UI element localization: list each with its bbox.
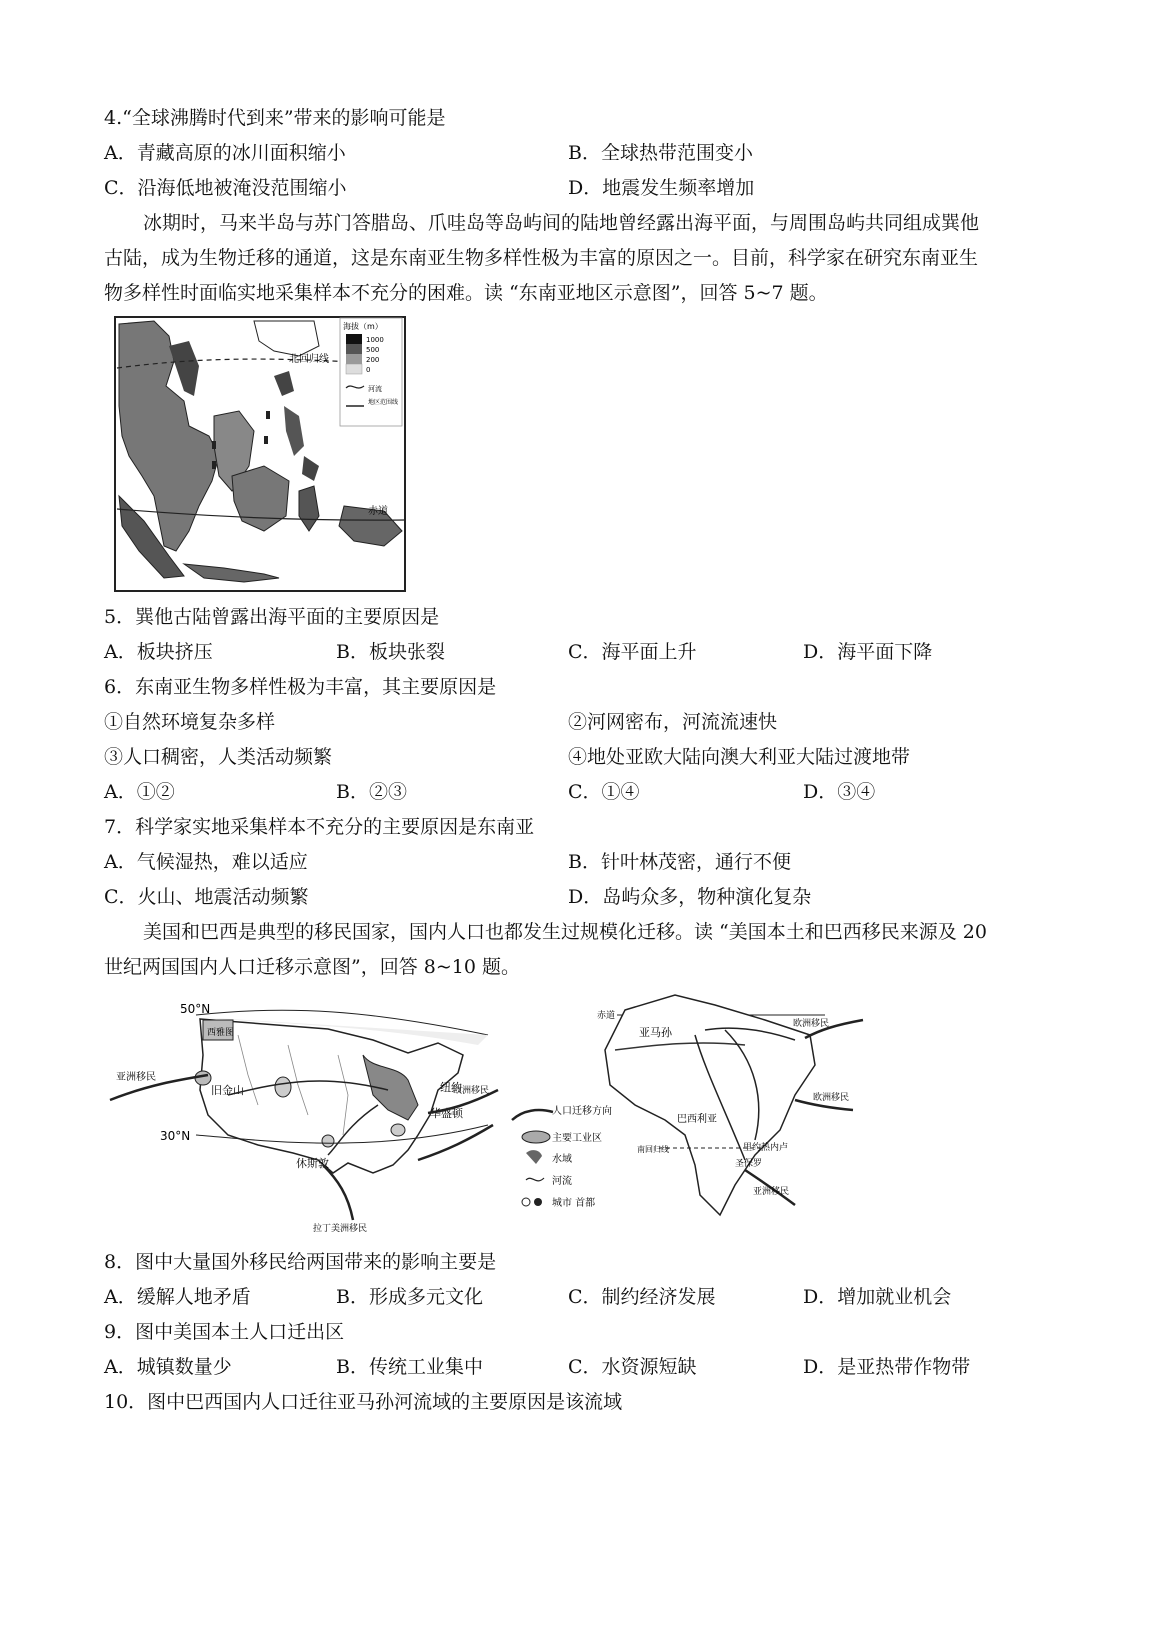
q5-option-b: B．板块张裂 (336, 641, 445, 663)
legend-boundary: 地区范围线 (368, 399, 399, 406)
rio-label: 里约热内卢 (743, 1143, 789, 1153)
q7-stem: 7．科学家实地采集样本不充分的主要原因是东南亚 (104, 816, 535, 838)
q4-option-d: D．地震发生频率增加 (568, 177, 755, 199)
southeast-asia-map (114, 316, 406, 592)
legend-level-1000: 1000 (366, 336, 384, 344)
q6-statement-3: ③人口稠密，人类活动频繁 (104, 746, 333, 768)
q5-option-d: D．海平面下降 (803, 641, 933, 663)
brazil-asia-migrants-label: 亚洲移民 (753, 1187, 790, 1197)
usa-migration-map (108, 995, 503, 1235)
legend-swatch-200 (346, 354, 362, 364)
legend-river: 河流 (368, 385, 382, 393)
capital-icon (534, 1198, 542, 1206)
seattle-label: 西雅图 (207, 1028, 235, 1038)
legend-river-2: 河流 (552, 1176, 572, 1187)
q4-option-c: C．沿海低地被淹没范围缩小 (104, 177, 347, 199)
legend-industry: 主要工业区 (552, 1133, 602, 1144)
passage2-line-2: 世纪两国国内人口迁移示意图”，回答 8~10 题。 (104, 956, 520, 978)
latin-migrants-label: 拉丁美洲移民 (313, 1224, 368, 1234)
passage1-line-1: 冰期时，马来半岛与苏门答腊岛、爪哇岛等岛屿间的陆地曾经露出海平面，与周围岛屿共同组成巽他 (143, 212, 980, 234)
legend-swatch-500 (346, 344, 362, 354)
q6-option-b: B．②③ (336, 781, 407, 803)
brazil-migration-map (595, 990, 865, 1218)
q5-option-a: A．板块挤压 (104, 641, 213, 663)
migration-arrow-icon (512, 1110, 553, 1120)
city-icon (522, 1198, 530, 1206)
usa-asia-migrants-label: 亚洲移民 (116, 1072, 156, 1083)
san-francisco-label: 旧金山 (211, 1084, 244, 1097)
legend-level-0: 0 (366, 366, 371, 374)
amazon-label: 亚马孙 (639, 1026, 672, 1039)
lat-50-label: 50°N (180, 1002, 211, 1016)
legend-swatch-1000 (346, 334, 362, 344)
q9-option-b: B．传统工业集中 (336, 1356, 483, 1378)
brasilia-label: 巴西利亚 (677, 1114, 717, 1125)
legend-water: 水域 (552, 1154, 572, 1165)
brazil-europe-migrants-label-1: 欧洲移民 (793, 1019, 830, 1029)
q9-option-a: A．城镇数量少 (104, 1356, 232, 1378)
q9-option-c: C．水资源短缺 (568, 1356, 697, 1378)
q6-option-a: A．①② (104, 781, 175, 803)
q8-option-d: D．增加就业机会 (803, 1286, 952, 1308)
river-icon (526, 1178, 544, 1181)
q4-stem: 4.“全球沸腾时代到来”带来的影响可能是 (104, 107, 446, 129)
tropic-south-label: 南回归线 (637, 1145, 669, 1154)
passage1-line-3: 物多样性时面临实地采集样本不充分的困难。读 “东南亚地区示意图”，回答 5~7 题。 (104, 282, 828, 304)
q7-option-b: B．针叶林茂密，通行不便 (568, 851, 791, 873)
q4-option-a: A．青藏高原的冰川面积缩小 (104, 142, 346, 164)
water-icon (526, 1150, 542, 1164)
legend-level-200: 200 (366, 356, 380, 364)
q6-statement-1: ①自然环境复杂多样 (104, 711, 276, 733)
q7-option-a: A．气候湿热，难以适应 (104, 851, 308, 873)
legend-title: 海拔（m） (343, 322, 383, 331)
new-york-label: 纽约 (440, 1081, 462, 1094)
legend-city: 城市 首都 (552, 1198, 596, 1209)
q5-stem: 5．巽他古陆曾露出海平面的主要原因是 (104, 606, 440, 628)
lat-30-label: 30°N (160, 1129, 191, 1143)
q10-stem: 10．图中巴西国内人口迁往亚马孙河流域的主要原因是该流域 (104, 1391, 623, 1413)
legend-migration: 人口迁移方向 (552, 1106, 612, 1117)
q9-stem: 9．图中美国本土人口迁出区 (104, 1321, 345, 1343)
brazil-europe-migrants-label-2: 欧洲移民 (813, 1093, 850, 1103)
q8-option-a: A．缓解人地矛盾 (104, 1286, 251, 1308)
passage1-line-2: 古陆，成为生物迁移的通道，这是东南亚生物多样性极为丰富的原因之一。目前，科学家在研究东南亚生 (104, 247, 979, 269)
q6-statement-2: ②河网密布，河流流速快 (568, 711, 778, 733)
q9-option-d: D．是亚热带作物带 (803, 1356, 971, 1378)
q8-option-b: B．形成多元文化 (336, 1286, 483, 1308)
sao-paulo-label: 圣保罗 (735, 1159, 763, 1169)
tropic-label: 北回归线 (289, 354, 329, 365)
legend-swatch-0 (346, 364, 362, 374)
industry-zone-icon (522, 1131, 550, 1143)
passage2-line-1: 美国和巴西是典型的移民国家，国内人口也都发生过规模化迁移。读 “美国本土和巴西移民来源及 20 (143, 921, 987, 943)
q6-option-c: C．①④ (568, 781, 640, 803)
q7-option-d: D．岛屿众多，物种演化复杂 (568, 886, 812, 908)
usa-europe-migrants-label: 欧洲移民 (453, 1086, 490, 1096)
legend-level-500: 500 (366, 346, 380, 354)
brazil-equator-label: 赤道 (597, 1011, 616, 1021)
q8-option-c: C．制约经济发展 (568, 1286, 716, 1308)
q4-option-b: B．全球热带范围变小 (568, 142, 753, 164)
houston-label: 休斯敦 (296, 1157, 329, 1170)
q8-stem: 8．图中大量国外移民给两国带来的影响主要是 (104, 1251, 497, 1273)
q7-option-c: C．火山、地震活动频繁 (104, 886, 309, 908)
equator-label: 赤道 (368, 506, 388, 517)
q6-stem: 6．东南亚生物多样性极为丰富，其主要原因是 (104, 676, 497, 698)
q5-option-c: C．海平面上升 (568, 641, 697, 663)
q6-option-d: D．③④ (803, 781, 876, 803)
q6-statement-4: ④地处亚欧大陆向澳大利亚大陆过渡地带 (568, 746, 911, 768)
washington-label: 华盛顿 (430, 1107, 463, 1120)
